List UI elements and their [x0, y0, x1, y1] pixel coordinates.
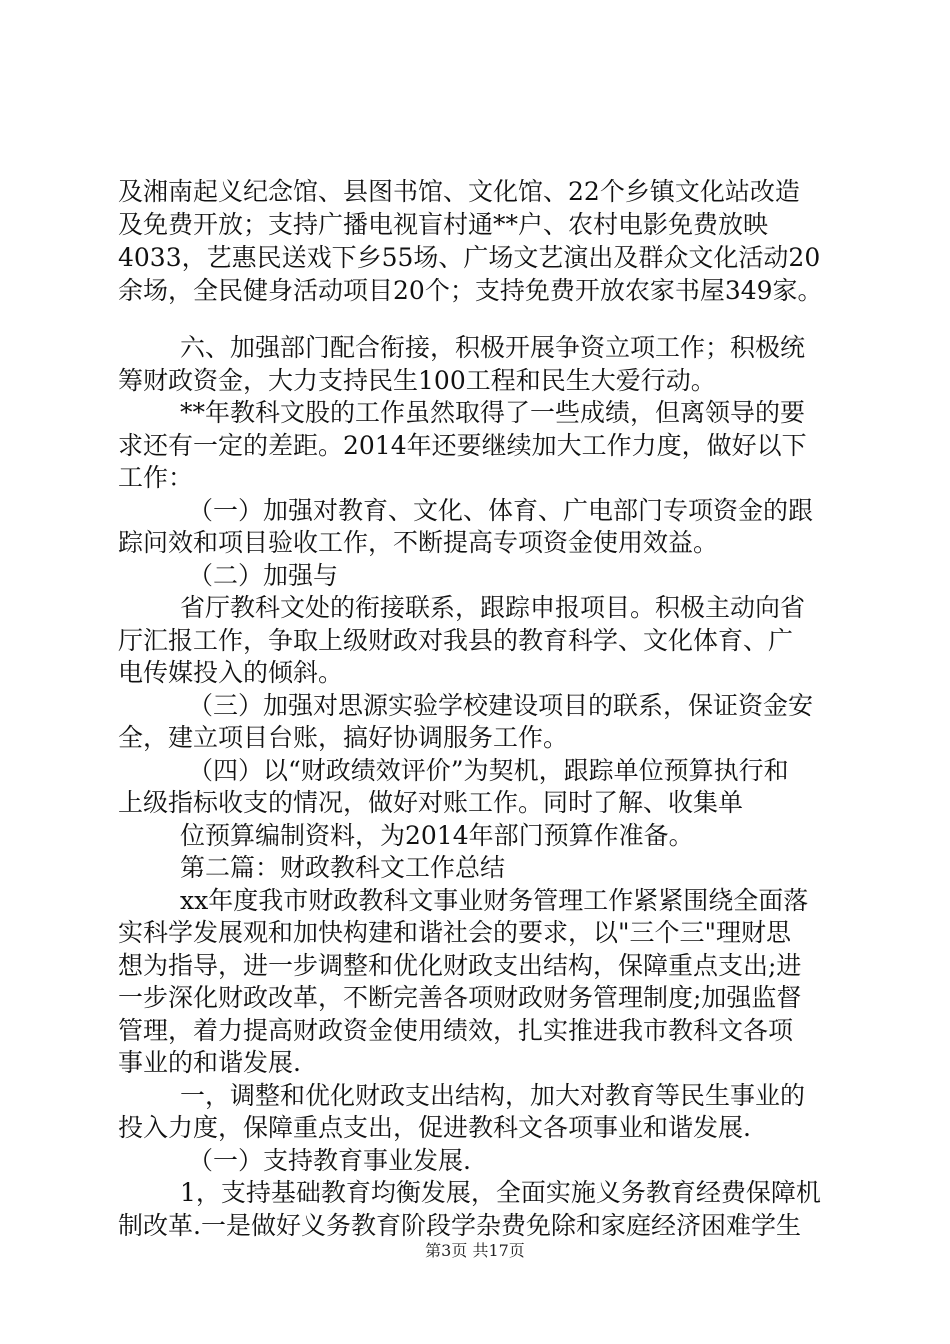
text-line: xx年度我市财政教科文事业财务管理工作紧紧围绕全面落	[180, 886, 809, 915]
text-line: 筹财政资金，大力支持民生100工程和民生大爱行动。	[118, 366, 716, 395]
page-number-footer: 第3页 共17页	[425, 1241, 525, 1260]
text-line: 六、加强部门配合衔接，积极开展争资立项工作；积极统	[180, 333, 806, 362]
text-line: 一步深化财政改革，不断完善各项财政财务管理制度;加强监督	[118, 983, 802, 1012]
text-line: 电传媒投入的倾斜。	[118, 658, 344, 687]
text-line: 投入力度，保障重点支出，促进教科文各项事业和谐发展.	[118, 1113, 751, 1142]
text-line: 省厅教科文处的衔接联系，跟踪申报项目。积极主动向省	[180, 593, 806, 622]
text-line: **年教科文股的工作虽然取得了一些成绩，但离领导的要	[180, 398, 806, 427]
text-line: 1，支持基础教育均衡发展，全面实施义务教育经费保障机	[180, 1178, 821, 1207]
section-heading: 第二篇：财政教科文工作总结	[180, 853, 506, 882]
text-line: 踪问效和项目验收工作，不断提高专项资金使用效益。	[118, 528, 719, 557]
text-line: 实科学发展观和加快构建和谐社会的要求，以"三个三"理财思	[118, 918, 792, 947]
text-line: 余场，全民健身活动项目20个；支持免费开放农家书屋349家。	[118, 276, 823, 305]
text-line: （一）加强对教育、文化、体育、广电部门专项资金的跟	[188, 496, 814, 525]
text-line: （一）支持教育事业发展.	[188, 1146, 471, 1175]
text-line: （二）加强与	[188, 561, 339, 590]
text-line: （四）以“财政绩效评价”为契机，跟踪单位预算执行和	[188, 756, 789, 785]
text-line: 工作：	[118, 463, 194, 492]
text-line: 一，调整和优化财政支出结构，加大对教育等民生事业的	[180, 1081, 806, 1110]
text-line: 管理，着力提高财政资金使用绩效，扎实推进我市教科文各项	[118, 1016, 794, 1045]
text-line: 事业的和谐发展.	[118, 1048, 301, 1077]
text-line: 及湘南起义纪念馆、县图书馆、文化馆、22个乡镇文化站改造	[118, 177, 800, 206]
text-line: 全，建立项目台账，搞好协调服务工作。	[118, 723, 569, 752]
text-line: 4033，艺惠民送戏下乡55场、广场文艺演出及群众文化活动20	[118, 243, 821, 272]
text-line: 想为指导，进一步调整和优化财政支出结构，保障重点支出;进	[118, 951, 802, 980]
text-line: 及免费开放；支持广播电视盲村通**户、农村电影免费放映	[118, 210, 769, 239]
text-line: 位预算编制资料，为2014年部门预算作准备。	[180, 821, 694, 850]
text-line: 制改革.一是做好义务教育阶段学杂费免除和家庭经济困难学生	[118, 1211, 801, 1240]
text-line: 厅汇报工作，争取上级财政对我县的教育科学、文化体育、广	[118, 626, 794, 655]
text-line: （三）加强对思源实验学校建设项目的联系，保证资金安	[188, 691, 814, 720]
text-line: 求还有一定的差距。2014年还要继续加大工作力度，做好以下	[118, 431, 807, 460]
text-line: 上级指标收支的情况，做好对账工作。同时了解、收集单	[118, 788, 744, 817]
